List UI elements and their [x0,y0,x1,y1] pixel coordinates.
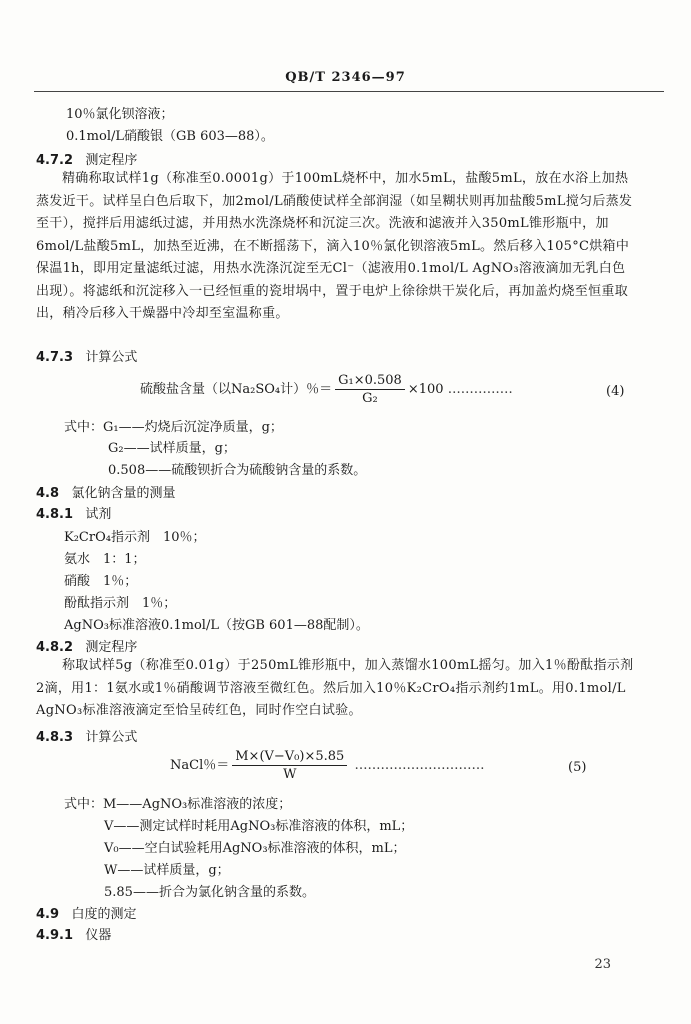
reagent-line: AgNO₃标准溶液0.1mol/L（按GB 601—88配制）。 [64,618,369,633]
formula-multiplier: ×100 [407,382,444,397]
procedure-paragraph: 精确称取试样1g（称准至0.0001g）于100mL烧杯中，加水5mL，盐酸5mL，放在水浴上加热蒸发近干。试样呈白色后取下，加2mol/L硝酸使试样全部润湿（如呈糊状则再加盐酸5mL搅匀后蒸发至干），搅拌后用滤纸过滤，并用热水洗涤烧杯和沉淀三次。洗液和滤液并入350mL锥形瓶中，加6mol/L盐酸5mL，加热至近沸，在不断摇荡下，滴入10％氯化钡溶液5mL。然后移入105°C烘箱中保温1h，即用定量滤纸过滤，用热水洗涤沉淀至无Cl⁻（滤液用0.1mol/L AgNO₃溶液滴加无乳白色出现）。将滤纸和沉淀移入一已经恒重的瓷坩埚中，置于电炉上徐徐烘干炭化后，再加盖灼烧至恒重取出，稍冷后移入干燥器中冷却至室温称重。 [36,171,633,321]
leader-dots: …………… [447,382,513,397]
section-number: 4.8.1 [36,507,74,522]
section-heading-4-7-2 [36,149,137,168]
formula-denominator: G₂ [362,391,378,406]
section-heading-4-8 [36,482,175,501]
procedure-paragraph: 称取试样5g（称准至0.01g）于250mL锥形瓶中，加入蒸馏水100mL摇匀。加入1％酚酞指示剂2滴，用1：1氨水或1％硝酸调节溶液至微红色。然后加入10％K₂CrO₄指示剂约1mL。用0.1mol/L AgNO₃标准溶液滴定至恰呈砖红色，同时作空白试验。 [36,658,634,718]
section-title: 计算公式 [85,730,138,745]
section-number: 4.8.2 [36,640,74,655]
section-number: 4.7.2 [36,153,74,168]
where-line: 式中：G₁——灼烧后沉淀净质量，g； [64,420,283,435]
where-line: G₂——试样质量，g； [108,441,236,456]
section-heading-4-7-3 [36,346,137,365]
where-line: 0.508——硫酸钡折合为硫酸钠含量的系数。 [108,463,367,478]
formula-numerator: M×(V−V₀)×5.85 [232,748,347,766]
page-number: 23 [594,957,611,972]
formula-4 [140,372,513,407]
formula-numerator: G₁×0.508 [335,372,405,390]
equation-number: (4) [606,384,625,399]
formula-5 [170,748,484,783]
equation-number: (5) [568,760,587,775]
section-title: 计算公式 [85,350,138,365]
where-line: 式中：M——AgNO₃标准溶液的浓度； [64,797,292,812]
where-line: 5.85——折合为氯化钠含量的系数。 [104,885,315,900]
section-number: 4.9 [36,907,60,922]
formula-left: 硫酸盐含量（以Na₂SO₄计）％＝ [140,382,333,397]
reagent-line: 0.1mol/L硝酸银（GB 603—88）。 [66,129,274,144]
section-heading-4-8-3 [36,726,137,745]
formula-left: NaCl％＝ [170,758,230,773]
section-title: 试剂 [85,507,112,522]
section-number: 4.8.3 [36,730,74,745]
reagent-line: 硝酸 1％； [64,574,138,589]
section-number: 4.9.1 [36,928,74,943]
section-title: 测定程序 [85,640,138,655]
section-heading-4-8-2 [36,636,137,655]
header-rule [34,91,664,92]
section-heading-4-8-1 [36,503,111,522]
page-header: QB/T 2346—97 [285,70,406,85]
section-number: 4.7.3 [36,350,74,365]
reagent-line: 氨水 1：1； [64,552,146,567]
section-heading-4-9 [36,903,136,922]
section-title: 仪器 [85,928,112,943]
formula-denominator: W [283,767,297,782]
reagent-line: 10％氯化钡溶液； [66,107,174,122]
where-line: V——测定试样时耗用AgNO₃标准溶液的体积，mL； [104,819,414,834]
section-title: 白度的测定 [71,907,137,922]
section-heading-4-9-1 [36,924,111,943]
where-line: V₀——空白试验耗用AgNO₃标准溶液的体积，mL； [104,841,406,856]
section-title: 氯化钠含量的测量 [71,486,176,501]
section-title: 测定程序 [85,153,138,168]
where-line: W——试样质量，g； [104,863,230,878]
section-number: 4.8 [36,486,60,501]
reagent-line: K₂CrO₄指示剂 10％； [64,530,206,545]
reagent-line: 酚酞指示剂 1％； [64,596,177,611]
formula-fraction [335,372,405,407]
leader-dots: ………………………… [354,758,485,773]
formula-fraction [232,748,347,783]
